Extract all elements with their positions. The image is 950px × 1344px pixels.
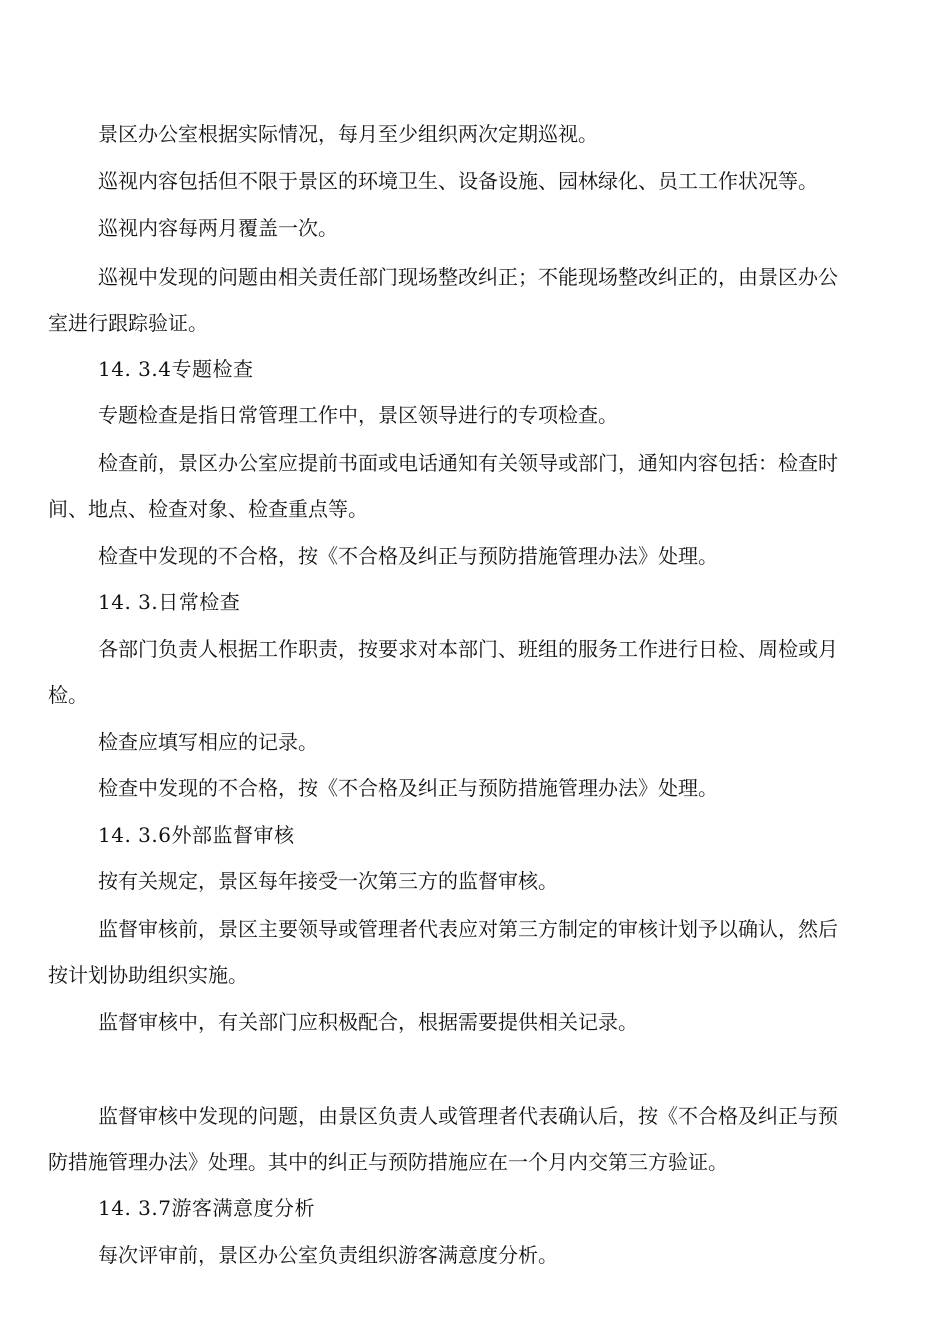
paragraph-line: 每次评审前，景区办公室负责组织游客满意度分析。 <box>98 1243 558 1267</box>
paragraph-line: 巡视内容包括但不限于景区的环境卫生、设备设施、园林绿化、员工工作状况等。 <box>98 169 818 193</box>
paragraph-line: 检查应填写相应的记录。 <box>98 730 318 754</box>
paragraph-line: 巡视内容每两月覆盖一次。 <box>98 216 338 240</box>
paragraph-line: 室进行跟踪验证。 <box>48 311 208 335</box>
paragraph-line: 按有关规定，景区每年接受一次第三方的监督审核。 <box>98 869 558 893</box>
section-heading: 14. 3.7游客满意度分析 <box>98 1196 315 1220</box>
section-heading: 14. 3.6外部监督审核 <box>98 823 295 847</box>
paragraph-line: 防措施管理办法》处理。其中的纠正与预防措施应在一个月内交第三方验证。 <box>48 1150 728 1174</box>
paragraph-line: 监督审核前，景区主要领导或管理者代表应对第三方制定的审核计划予以确认，然后 <box>98 917 838 941</box>
paragraph-line: 间、地点、检查对象、检查重点等。 <box>48 497 368 521</box>
paragraph-line: 巡视中发现的问题由相关责任部门现场整改纠正；不能现场整改纠正的，由景区办公 <box>98 265 838 289</box>
paragraph-line: 各部门负责人根据工作职责，按要求对本部门、班组的服务工作进行日检、周检或月 <box>98 637 838 661</box>
paragraph-line: 按计划协助组织实施。 <box>48 963 248 987</box>
section-heading: 14. 3.4专题检查 <box>98 357 254 381</box>
paragraph-line: 监督审核中，有关部门应积极配合，根据需要提供相关记录。 <box>98 1010 638 1034</box>
paragraph-line: 检。 <box>48 683 88 707</box>
paragraph-line: 景区办公室根据实际情况，每月至少组织两次定期巡视。 <box>98 122 598 146</box>
paragraph-line: 监督审核中发现的问题，由景区负责人或管理者代表确认后，按《不合格及纠正与预 <box>98 1104 838 1128</box>
section-heading: 14. 3.日常检查 <box>98 590 241 614</box>
paragraph-line: 检查中发现的不合格，按《不合格及纠正与预防措施管理办法》处理。 <box>98 776 718 800</box>
paragraph-line: 检查中发现的不合格，按《不合格及纠正与预防措施管理办法》处理。 <box>98 544 718 568</box>
paragraph-line: 专题检查是指日常管理工作中，景区领导进行的专项检查。 <box>98 403 618 427</box>
paragraph-line: 检查前，景区办公室应提前书面或电话通知有关领导或部门，通知内容包括：检查时 <box>98 451 838 475</box>
